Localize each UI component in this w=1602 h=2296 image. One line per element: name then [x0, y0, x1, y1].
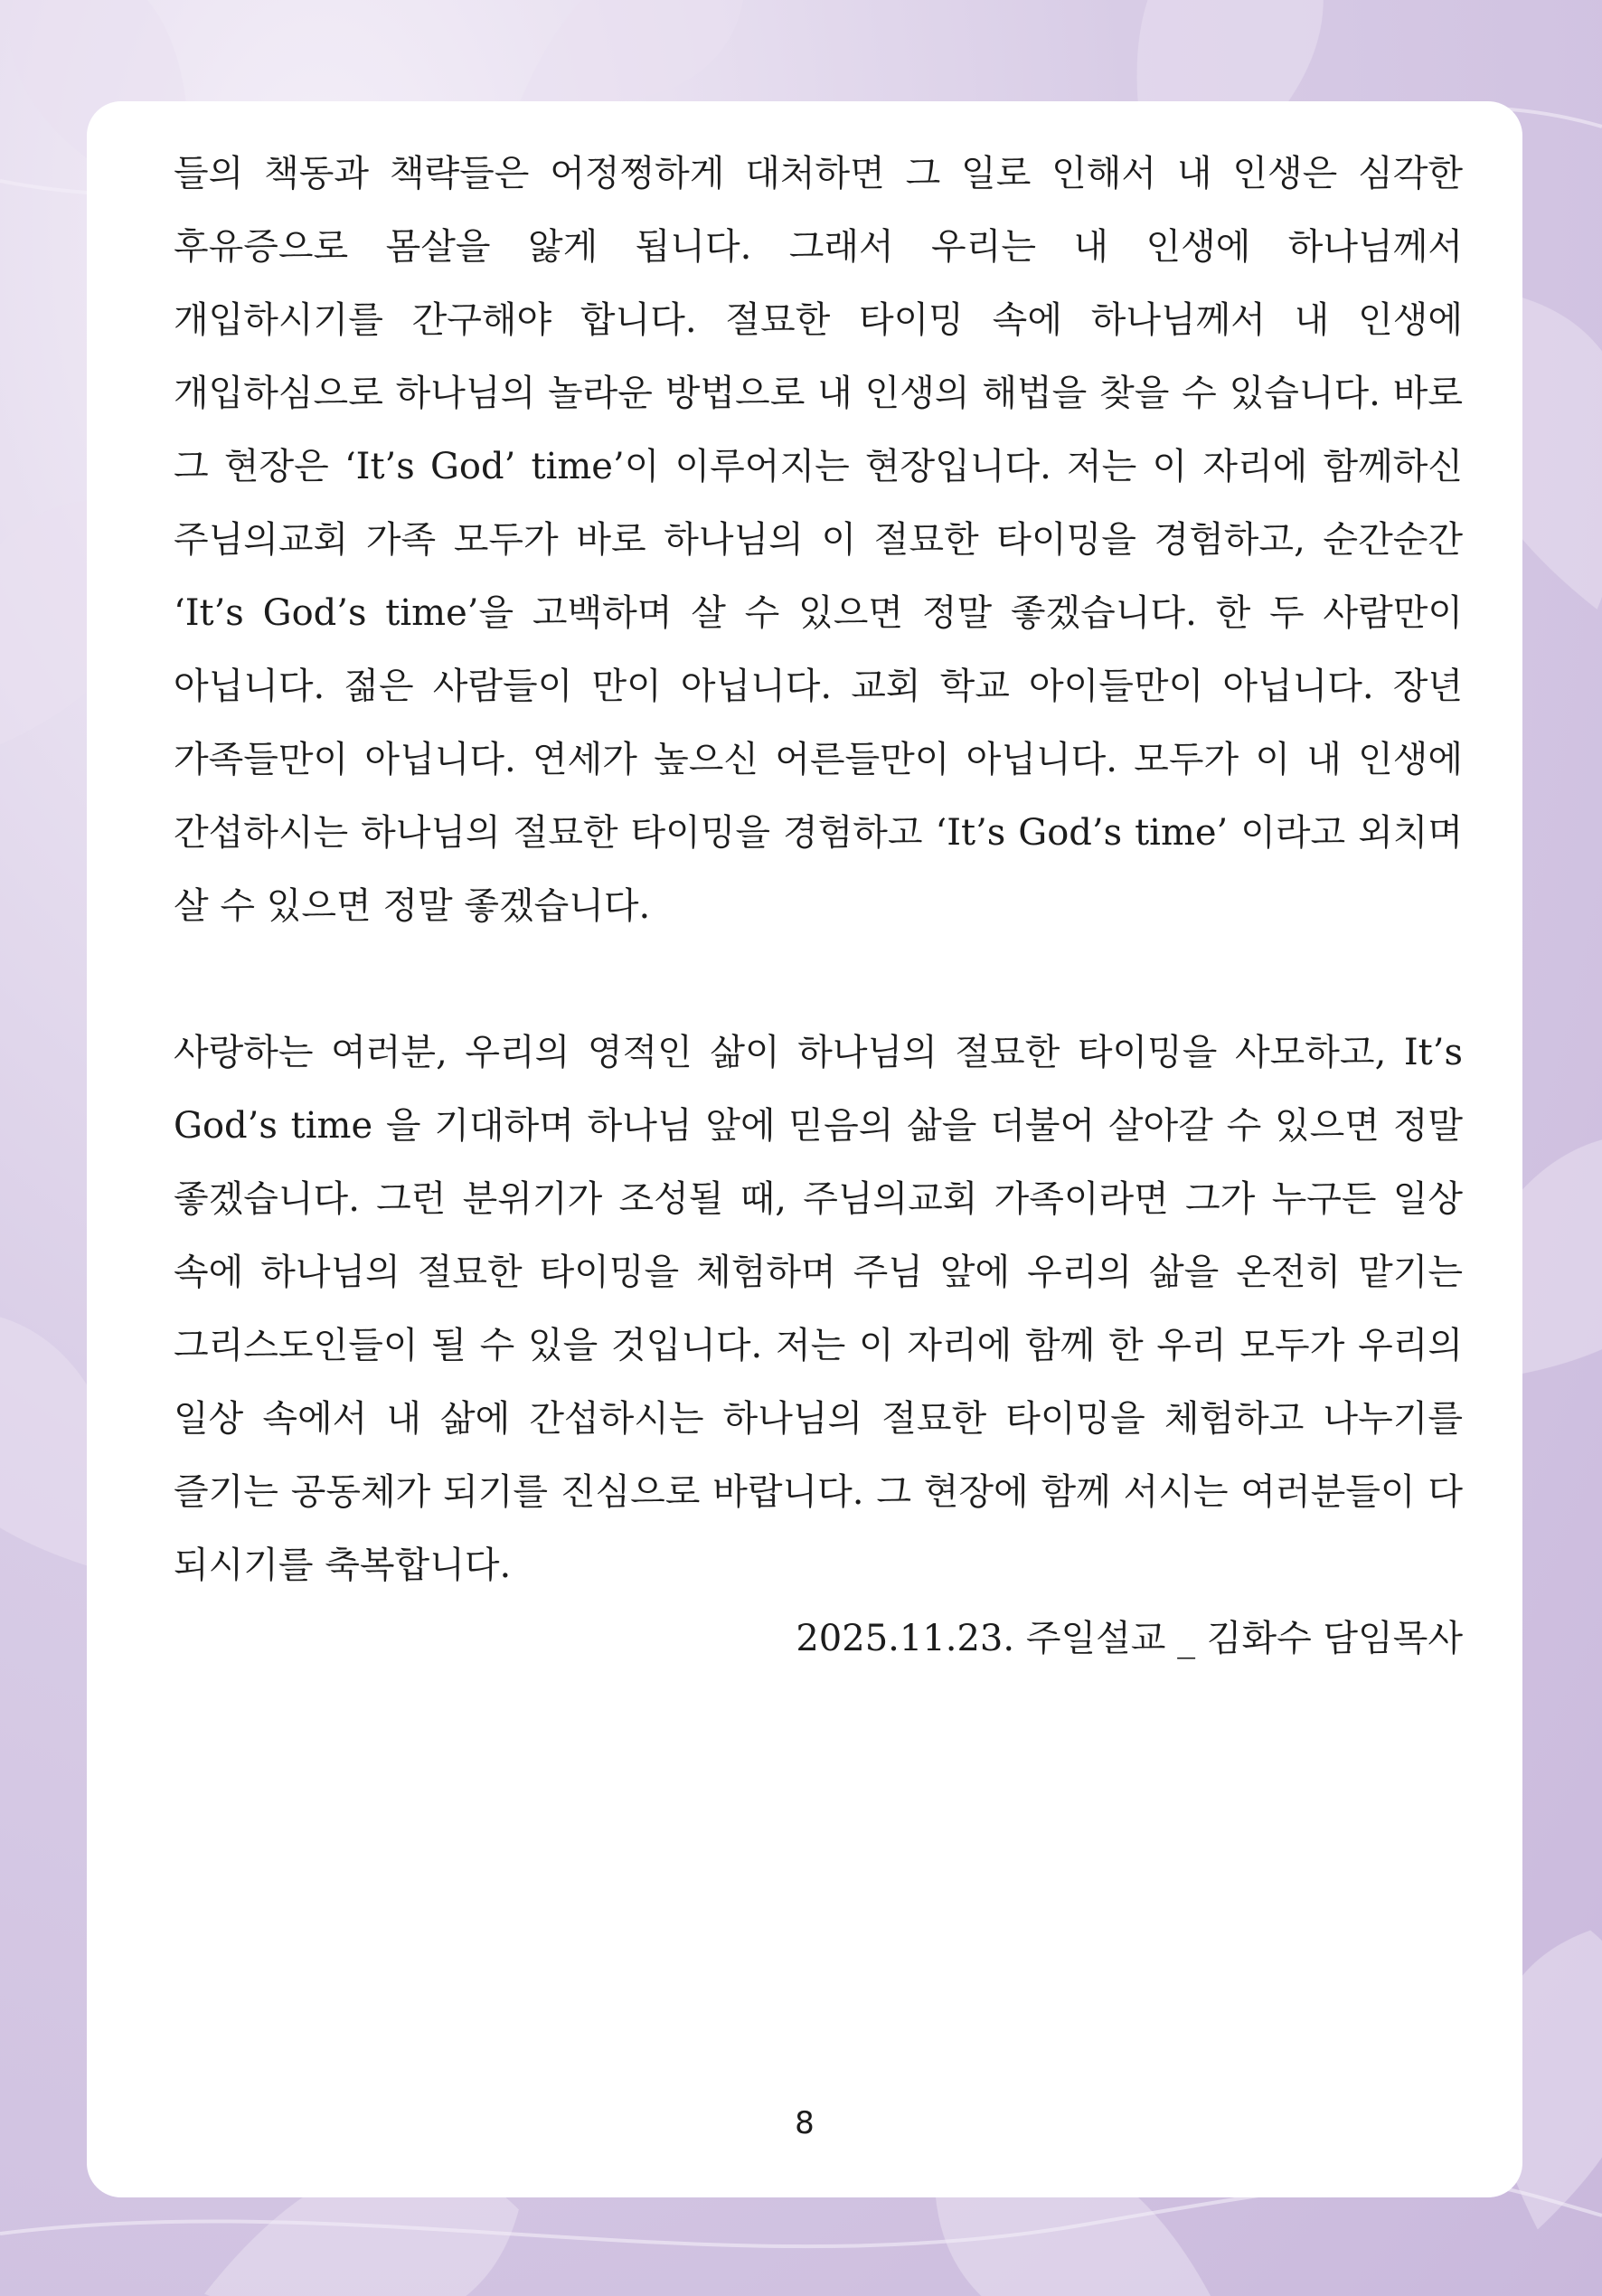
sermon-body — [174, 137, 1463, 1676]
paragraph: 사랑하는 여러분, 우리의 영적인 삶이 하나님의 절묘한 타이밍을 사모하고, It’s God’s time 을 기대하며 하나님 앞에 믿음의 삶을 더불어 살아갈 수 있으면 정말 좋겠습니다. 그런 분위기가 조성될 때, 주님의교회 가족이라면 그가 누구든 일상 속에 하나님의 절묘한 타이밍을 체험하며 주님 앞에 우리의 삶을 온전히 맡기는 그리스도인들이 될 수 있을 것입니다. 저는 이 자리에 함께 한 우리 모두가 우리의 일상 속에서 내 삶에 간섭하시는 하나님의 절묘한 타이밍을 체험하고 나누기를 즐기는 공동체가 되기를 진심으로 바랍니다. 그 현장에 함께 서시는 여러분들이 다 되시기를 축복합니다. — [174, 1032, 1463, 1586]
paragraph: 들의 책동과 책략들은 어정쩡하게 대처하면 그 일로 인해서 내 인생은 심각한 후유증으로 몸살을 앓게 됩니다. 그래서 우리는 내 인생에 하나님께서 개입하시기를 간구해야 합니다. 절묘한 타이밍 속에 하나님께서 내 인생에 개입하심으로 하나님의 놀라운 방법으로 내 인생의 해법을 찾을 수 있습니다. 바로 그 현장은 ‘It’s God’ time’이 이루어지는 현장입니다. 저는 이 자리에 함께하신 주님의교회 가족 모두가 바로 하나님의 이 절묘한 타이밍을 경험하고, 순간순간 ‘It’s God’s time’을 고백하며 살 수 있으면 정말 좋겠습니다. 한 두 사람만이 아닙니다. 젊은 사람들이 만이 아닙니다. 교회 학교 아이들만이 아닙니다. 장년 가족들만이 아닙니다. 연세가 높으신 어른들만이 아닙니다. 모두가 이 내 인생에 간섭하시는 하나님의 절묘한 타이밍을 경험하고 ‘It’s God’s time’ 이라고 외치며 살 수 있으면 정말 좋겠습니다. — [174, 153, 1463, 927]
page-number: 8 — [795, 2105, 815, 2141]
page-sheet — [87, 101, 1522, 2197]
sermon-signature: 2025.11.23. 주일설교 _ 김화수 담임목사 — [796, 1618, 1463, 1659]
